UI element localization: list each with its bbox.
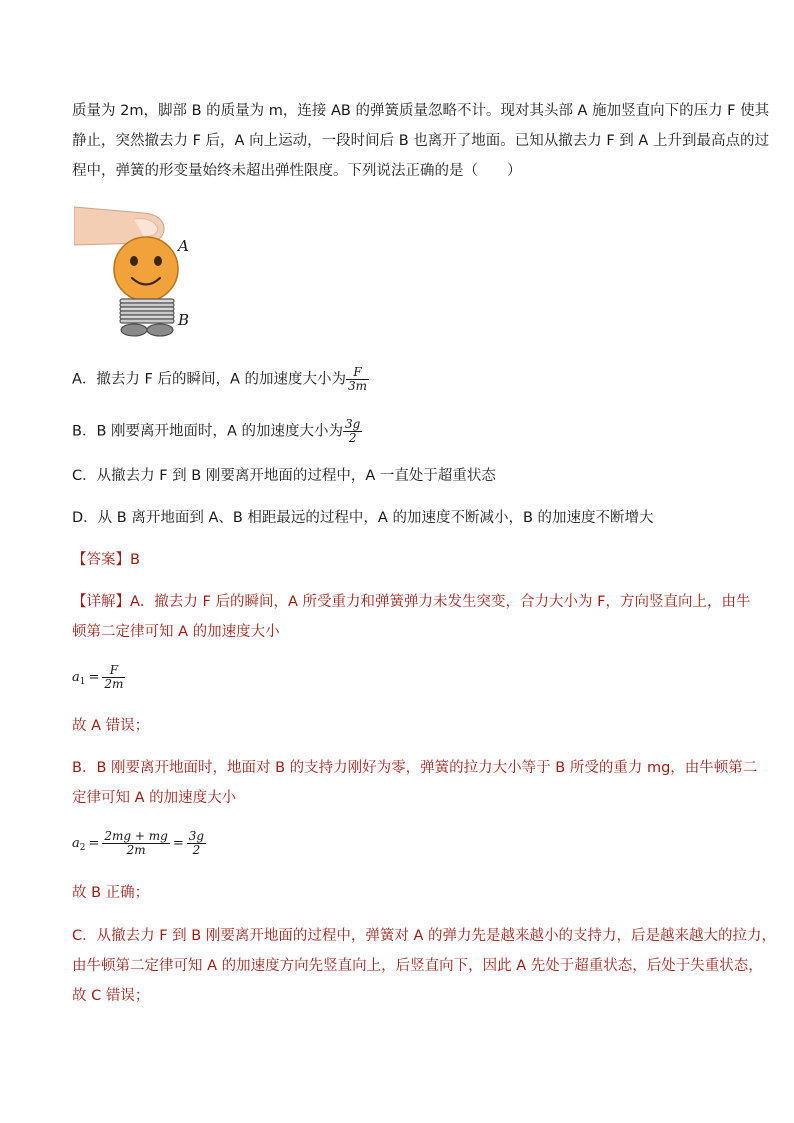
- formula-a1-den: 2m: [104, 677, 124, 691]
- formula-a2-num-2: 3g: [188, 829, 205, 843]
- formula-a2-var: a: [72, 836, 80, 851]
- formula-a2-fraction-1: [102, 830, 169, 857]
- question-line-3: 程中，弹簧的形变量始终未超出弹性限度。下列说法正确的是（ ）: [72, 163, 522, 179]
- explanation-c-line-1: C．从撤去力 F 到 B 刚要离开地面的过程中，弹簧对 A 的弹力先是越来越小的支持力，后是越来越大的拉力，: [72, 928, 776, 944]
- option-a-fraction-num: F: [346, 366, 369, 380]
- option-d: D．从 B 离开地面到 A、B 相距最远的过程中，A 的加速度不断减小，B 的加速度不断增大: [72, 510, 654, 526]
- option-a: [72, 366, 369, 393]
- explanation-a-line-2: 顿第二定律可知 A 的加速度大小: [72, 624, 280, 640]
- detail-tag: 【详解】: [72, 594, 130, 610]
- explanation-b-line-2: 定律可知 A 的加速度大小: [72, 790, 237, 806]
- option-b-text: B．B 刚要离开地面时，A 的加速度大小为: [72, 423, 344, 440]
- formula-a2-fraction-2: [187, 830, 206, 857]
- formula-a1-num: F: [102, 664, 125, 678]
- formula-a1-var: a: [72, 670, 80, 685]
- formula-a2-eq1: =: [88, 836, 100, 851]
- explanation-c-line-2: 由牛顿第二定律可知 A 的加速度方向先竖直向上，后竖直向下，因此 A 先处于超重状态，后处于失重状态，: [72, 958, 763, 974]
- question-line-1: 质量为 2m，脚部 B 的质量为 m，连接 AB 的弹簧质量忽略不计。现对其头部 A 施加竖直向下的压力 F 使其: [72, 103, 770, 119]
- formula-a2-den-1: 2m: [126, 843, 146, 857]
- explanation-a-line-1-text: A．撤去力 F 后的瞬间，A 所受重力和弹簧弹力未发生突变，合力大小为 F，方向竖直向上，由牛: [130, 594, 751, 610]
- explanation-a-conclusion: 故 A 错误；: [72, 718, 150, 734]
- answer-label: 【答案】B: [72, 552, 140, 568]
- formula-a2-sub: 2: [79, 843, 86, 853]
- formula-a2-den-2: 2: [192, 843, 201, 857]
- option-a-text: A．撤去力 F 后的瞬间，A 的加速度大小为: [72, 371, 347, 388]
- option-a-fraction: [346, 366, 369, 393]
- option-b: [72, 418, 362, 445]
- option-c: C．从撤去力 F 到 B 刚要离开地面的过程中，A 一直处于超重状态: [72, 468, 496, 484]
- label-a: A: [178, 237, 189, 255]
- explanation-c-line-3: 故 C 错误；: [72, 988, 150, 1004]
- option-b-fraction-num: 3g: [345, 417, 361, 431]
- formula-a2-eq2: =: [172, 836, 184, 851]
- option-b-fraction: [343, 418, 362, 445]
- formula-a2-num-1: 2mg + mg: [104, 829, 168, 843]
- formula-a1-sub: 1: [79, 677, 86, 687]
- formula-a1-eq: =: [88, 670, 100, 685]
- spring-toy-figure: [74, 205, 204, 340]
- explanation-a-line-1: [72, 592, 750, 612]
- explanation-b-conclusion: 故 B 正确；: [72, 885, 150, 901]
- label-b: B: [178, 311, 190, 329]
- formula-a1-fraction: [102, 664, 125, 691]
- question-line-2: 静止，突然撤去力 F 后，A 向上运动，一段时间后 B 也离开了地面。已知从撤去力 F 到 A 上升到最高点的过: [72, 133, 769, 149]
- formula-a1: [72, 664, 125, 691]
- explanation-b-line-1: B．B 刚要离开地面时，地面对 B 的支持力刚好为零，弹簧的拉力大小等于 B 所受的重力 mg，由牛顿第二: [72, 760, 758, 776]
- formula-a2: [72, 830, 206, 857]
- option-b-fraction-den: 2: [348, 431, 357, 445]
- option-a-fraction-den: 3m: [348, 379, 368, 393]
